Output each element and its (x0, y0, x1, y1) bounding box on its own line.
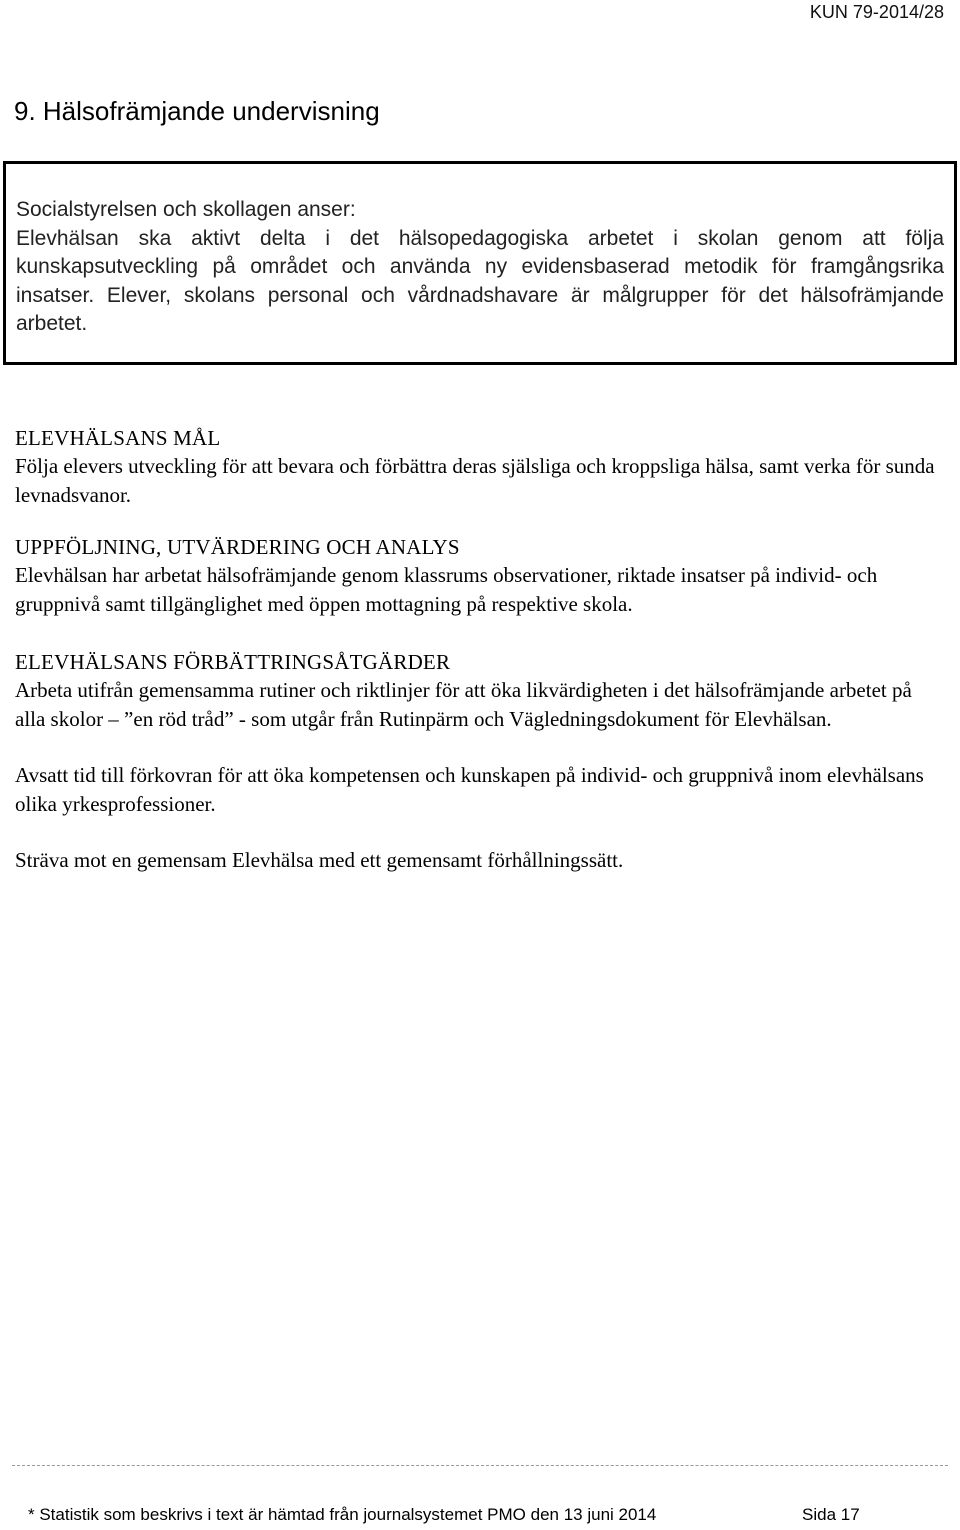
footer-divider (12, 1465, 948, 1466)
section-follow-up (15, 533, 940, 618)
section-heading: ELEVHÄLSANS FÖRBÄTTRINGSÅTGÄRDER (15, 650, 451, 674)
document-reference: KUN 79-2014/28 (809, 2, 944, 22)
section-heading: UPPFÖLJNING, UTVÄRDERING OCH ANALYS (15, 535, 460, 559)
page-title: 9. Hälsofrämjande undervisning (14, 96, 380, 126)
footer-note: * Statistik som beskrivs i text är hämtad från journalsystemet PMO den 13 juni 2014 (28, 1505, 657, 1524)
section-goals (15, 424, 940, 509)
page-number: Sida 17 (802, 1505, 860, 1524)
section-paragraph: Sträva mot en gemensam Elevhälsa med ett gemensamt förhållningssätt. (15, 848, 624, 872)
section-improvements (15, 648, 940, 875)
quote-content (16, 196, 944, 339)
section-heading: ELEVHÄLSANS MÅL (15, 426, 221, 450)
section-paragraph: Följa elevers utveckling för att bevara och förbättra deras själsliga och kroppsliga hälsa, samt verka för sunda levnadsvanor. (15, 454, 935, 507)
section-paragraph: Arbeta utifrån gemensamma rutiner och riktlinjer för att öka likvärdigheten i det hälsofrämjande arbetet på alla skolor – ”en röd tråd” - som utgår från Rutinpärm och Vägledningsdokument för Elevhälsan. (15, 678, 912, 731)
section-paragraph: Avsatt tid till förkovran för att öka kompetensen och kunskapen på individ- och gruppnivå inom elevhälsans olika yrkesprofessioner. (15, 763, 924, 816)
quote-heading: Socialstyrelsen och skollagen anser: (16, 198, 356, 221)
section-paragraph: Elevhälsan har arbetat hälsofrämjande genom klassrums observationer, riktade insatser på individ- och gruppnivå samt tillgänglighet med öppen mottagning på respektive skola. (15, 563, 878, 616)
quote-box (3, 161, 957, 365)
quote-text: Elevhälsan ska aktivt delta i det hälsopedagogiska arbetet i skolan genom att följa kunskapsutveckling på området och använda ny evidensbaserad metodik för framgångsrika insatser. Elever, skolans personal och vårdnadshavare är målgrupper för det hälsofrämjande arbetet. (16, 226, 944, 335)
